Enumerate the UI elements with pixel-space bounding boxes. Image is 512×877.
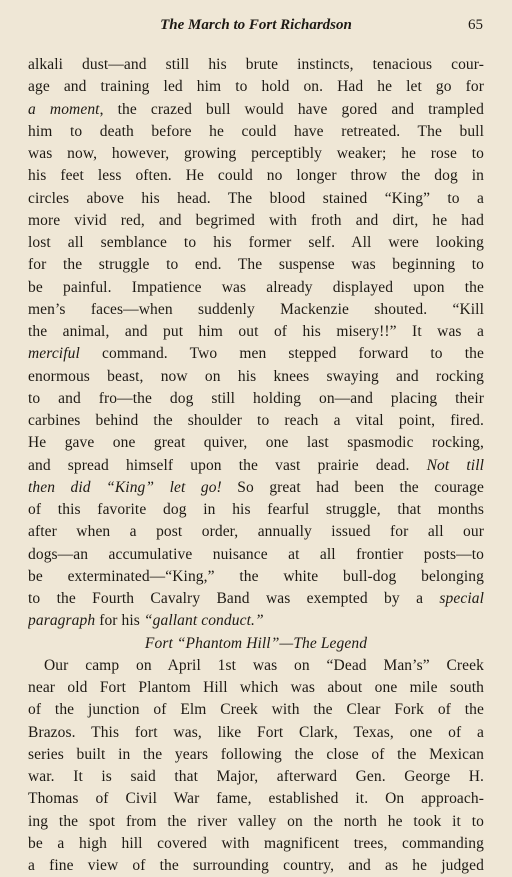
- text-line: [28, 499, 484, 521]
- text-segment: command. Two men stepped forward to the: [79, 345, 484, 363]
- text-segment: of the junction of Elm Creek with the Clear Fork of the: [28, 701, 484, 719]
- text-segment: after when a post order, annually issued for all our: [28, 523, 484, 541]
- text-segment: to the Fourth Cavalry Band was exempted by a: [28, 590, 440, 607]
- text-segment: , the crazed bull would have gored and trampled: [99, 100, 484, 118]
- text-segment: his feet less often. He could no longer throw the dog in: [28, 167, 484, 185]
- text-segment: ing the spot from the river valley on the north he took it to: [28, 812, 484, 830]
- text-segment: near old Fort Plantom Hill which was about one mile south: [28, 679, 484, 696]
- text-line: [28, 855, 484, 877]
- text-segment: lost all semblance to his former self. All were looking: [28, 234, 484, 251]
- text-segment: be exterminated—“King,” the white bull-dog belonging: [28, 567, 484, 585]
- text-line: [28, 655, 484, 677]
- text-segment: carbines behind the shoulder to reach a vital point, fired.: [28, 412, 484, 429]
- text-line: [28, 766, 484, 788]
- text-segment: of this favorite dog in his fearful struggle, that months: [28, 501, 484, 518]
- text-segment: He gave one great quiver, one last spasmodic rocking,: [28, 434, 484, 452]
- text-segment: Our camp on April 1st was on “Dead Man’s” Creek: [44, 656, 484, 674]
- text-segment: Thomas of Civil War fame, established it. On approach-: [28, 790, 484, 808]
- text-line: [28, 588, 484, 610]
- page-header: [0, 17, 512, 37]
- text-line: [28, 99, 484, 121]
- text-segment: be painful. Impatience was already displayed upon the: [28, 278, 484, 296]
- text-line: [28, 388, 484, 410]
- text-line: [28, 121, 484, 143]
- text-segment: be a high hill covered with magnificent trees, commanding: [28, 834, 484, 852]
- text-line: [28, 432, 484, 454]
- running-title: The March to Fort Richardson: [160, 17, 352, 33]
- text-line: [28, 410, 484, 432]
- text-line: [28, 811, 484, 833]
- text-segment: a fine view of the surrounding country, and as he judged: [28, 857, 484, 874]
- text-segment: dogs—an accumulative nuisance at all frontier posts—to: [28, 545, 484, 563]
- text-line: [28, 343, 484, 365]
- italic-text: a moment: [28, 100, 100, 118]
- text-line: [28, 299, 484, 321]
- text-segment: more vivid red, and begrimed with froth and dirt, he had: [28, 211, 484, 229]
- text-line: [28, 677, 484, 699]
- text-segment: Fort “Phantom Hill”—The Legend: [144, 634, 368, 652]
- text-segment: So great had been the courage: [221, 478, 484, 496]
- text-segment: Brazos. This fort was, like Fort Clark, Texas, one of a: [28, 723, 484, 741]
- italic-text: special: [439, 590, 484, 607]
- text-line: [28, 143, 484, 165]
- text-segment: age and training led him to hold on. Had he let go for: [28, 78, 484, 96]
- text-line: [28, 277, 484, 299]
- text-line: [28, 254, 484, 276]
- text-line: [28, 210, 484, 232]
- section-heading: [28, 633, 484, 655]
- page-number: 65: [468, 17, 483, 33]
- italic-text: paragraph: [28, 612, 96, 630]
- text-line: [28, 188, 484, 210]
- text-line: [28, 833, 484, 855]
- text-segment: for the struggle to end. The suspense was beginning to: [28, 256, 484, 274]
- text-line: [28, 722, 484, 744]
- text-line: [28, 477, 484, 499]
- text-segment: to and fro—the dog still holding on—and placing their: [28, 389, 484, 407]
- text-line: [28, 54, 484, 76]
- text-segment: men’s faces—when suddenly Mackenzie shouted. “Kill: [28, 300, 484, 318]
- text-segment: the animal, and put him out of his misery!!” It was a: [28, 323, 484, 340]
- body-text: [28, 54, 484, 877]
- text-segment: enormous beast, now on his knees swaying and rocking: [28, 367, 484, 385]
- text-line: [28, 699, 484, 721]
- italic-text: merciful: [28, 345, 80, 363]
- text-segment: for his: [95, 612, 144, 630]
- text-line: [28, 788, 484, 810]
- text-line: [28, 321, 484, 343]
- text-line: [28, 76, 484, 98]
- text-line: [28, 566, 484, 588]
- text-segment: series built in the years following the close of the Mexican: [28, 745, 484, 763]
- italic-text: Not till: [426, 456, 484, 474]
- text-line: [28, 544, 484, 566]
- text-segment: circles above his head. The blood stained “King” to a: [28, 189, 484, 207]
- text-line: [28, 232, 484, 254]
- text-line: [28, 165, 484, 187]
- text-line: [28, 521, 484, 543]
- text-segment: war. It is said that Major, afterward Gen. George H.: [28, 768, 484, 785]
- text-line: [28, 744, 484, 766]
- text-segment: him to death before he could have retreated. The bull: [28, 122, 484, 140]
- text-segment: and spread himself upon the vast prairie dead.: [28, 456, 427, 474]
- italic-text: “gallant conduct.”: [143, 612, 264, 630]
- italic-text: then did “King” let go!: [28, 478, 222, 496]
- text-line: [28, 610, 484, 632]
- text-line: [28, 366, 484, 388]
- text-segment: alkali dust—and still his brute instincts, tenacious cour-: [28, 56, 484, 73]
- text-segment: was now, however, growing perceptibly weaker; he rose to: [28, 145, 484, 162]
- text-line: [28, 455, 484, 477]
